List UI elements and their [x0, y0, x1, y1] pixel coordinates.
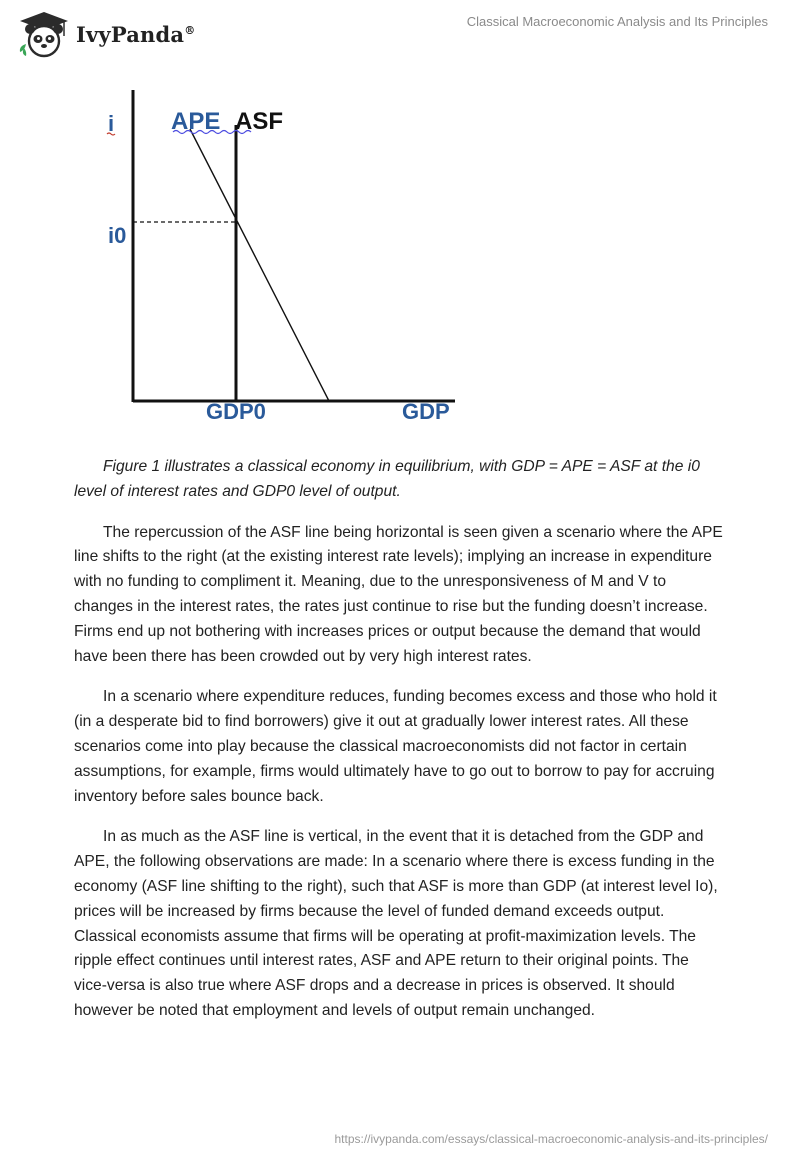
article-body	[74, 455, 726, 1040]
body-paragraph: In as much as the ASF line is vertical, in the event that it is detached from the GDP and APE, the following observations are made: In a scenario where there is excess funding in the economy (ASF line shifting to the right), such that ASF is more than GDP (at interest level Io), prices will be increased by firms because the level of funded demand exceeds output. Classical economists assume that firms will be operating at profit-maximization levels. The ripple effect continues until interest rates, ASF and APE return to their original points. The vice-versa is also true where ASF drops and a decrease in prices is observed. It should however be noted that employment and levels of output remain unchanged.	[74, 828, 718, 1019]
document-title: Classical Macroeconomic Analysis and Its Principles	[466, 14, 768, 29]
ape-line	[190, 129, 329, 401]
chart-svg	[100, 85, 480, 430]
ape-label: APE	[171, 108, 221, 135]
panda-graduate-icon	[14, 8, 74, 60]
page-header	[0, 0, 800, 70]
body-paragraph: The repercussion of the ASF line being horizontal is seen given a scenario where the APE line shifts to the right (at the existing interest rate levels); implying an increase in expenditure with no funding to compliment it. Meaning, due to the unresponsiveness of M and V to changes in the interest rates, the rates just continue to rise but the funding doesn’t increase. Firms end up not bothering with increases prices or output because the demand that would have been there has been crowded out by very high interest rates.	[74, 523, 723, 665]
brand-logo[interactable]	[14, 8, 195, 60]
y-axis-label: i	[108, 111, 115, 136]
figure-caption: Figure 1 illustrates a classical economy in equilibrium, with GDP = APE = ASF at the i0 level of interest rates and GDP0 level of output.	[74, 458, 700, 500]
gdp-label: GDP	[402, 399, 450, 424]
gdp0-label: GDP0	[206, 399, 266, 424]
brand-name: IvyPanda®	[76, 21, 196, 47]
figure-1-chart	[100, 85, 480, 430]
i0-label: i0	[108, 223, 127, 248]
asf-label: ASF	[235, 108, 283, 135]
source-url[interactable]: https://ivypanda.com/essays/classical-macroeconomic-analysis-and-its-principles/	[334, 1132, 768, 1146]
body-paragraph: In a scenario where expenditure reduces, funding becomes excess and those who hold it (in a desperate bid to find borrowers) give it out at gradually lower interest rates. All these scenarios come into play because the classical macroeconomists did not factor in certain assumptions, for example, firms would ultimately have to go out to borrow to pay for accruing inventory before sales bounce back.	[74, 688, 717, 805]
